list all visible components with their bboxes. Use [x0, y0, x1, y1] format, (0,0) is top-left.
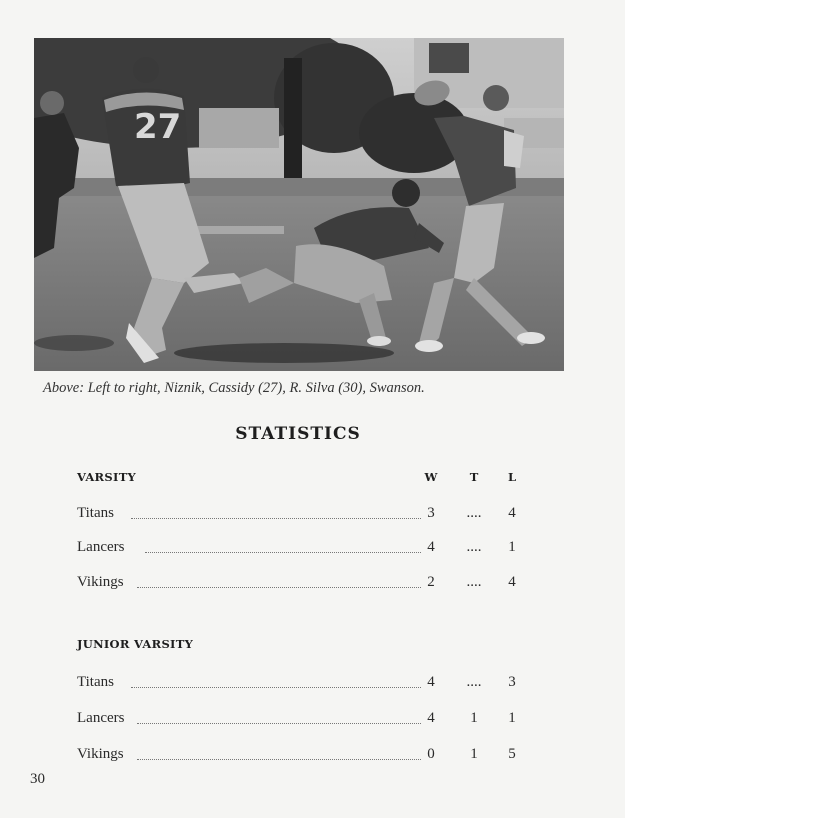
leader-dots	[137, 587, 421, 588]
losses: 3	[508, 674, 516, 690]
team-name: Titans	[77, 674, 114, 690]
ties: ....	[466, 674, 482, 690]
leader-dots	[145, 552, 421, 553]
caption-lead: Above:	[43, 380, 85, 396]
col-head-w: W	[424, 470, 438, 484]
varsity-heading: VARSITY	[77, 470, 137, 484]
wins: 3	[427, 505, 435, 521]
jersey-number: 27	[134, 107, 182, 147]
losses: 4	[508, 574, 516, 590]
leader-dots	[131, 518, 421, 519]
photo-caption	[43, 380, 425, 397]
table-row	[77, 574, 532, 594]
statistics-title: STATISTICS	[235, 424, 361, 444]
ties: 1	[470, 710, 478, 726]
table-row	[77, 539, 532, 559]
leader-dots	[137, 723, 421, 724]
col-head-l: L	[507, 470, 517, 484]
wins: 0	[427, 746, 435, 762]
table-row	[77, 505, 532, 525]
ties: ....	[466, 539, 482, 555]
page-number: 30	[30, 771, 45, 787]
losses: 5	[508, 746, 516, 762]
junior-varsity-heading: JUNIOR VARSITY	[77, 637, 194, 651]
ties: ....	[466, 505, 482, 521]
ties: 1	[470, 746, 478, 762]
col-head-t: T	[469, 470, 479, 484]
losses: 1	[508, 539, 516, 555]
table-row	[77, 746, 532, 766]
table-row	[77, 710, 532, 730]
team-name: Lancers	[77, 710, 125, 726]
wins: 4	[427, 710, 435, 726]
leader-dots	[131, 687, 421, 688]
team-name: Vikings	[77, 574, 124, 590]
losses: 4	[508, 505, 516, 521]
losses: 1	[508, 710, 516, 726]
team-name: Vikings	[77, 746, 124, 762]
wins: 4	[427, 539, 435, 555]
wins: 4	[427, 674, 435, 690]
team-name: Lancers	[77, 539, 125, 555]
team-name: Titans	[77, 505, 114, 521]
football-photo	[34, 38, 564, 371]
ties: ....	[466, 574, 482, 590]
table-row	[77, 674, 532, 694]
leader-dots	[137, 759, 421, 760]
football-photo-illustration	[34, 38, 564, 371]
wins: 2	[427, 574, 435, 590]
caption-text: Left to right, Niznik, Cassidy (27), R. Silva (30), Swanson.	[84, 380, 425, 396]
